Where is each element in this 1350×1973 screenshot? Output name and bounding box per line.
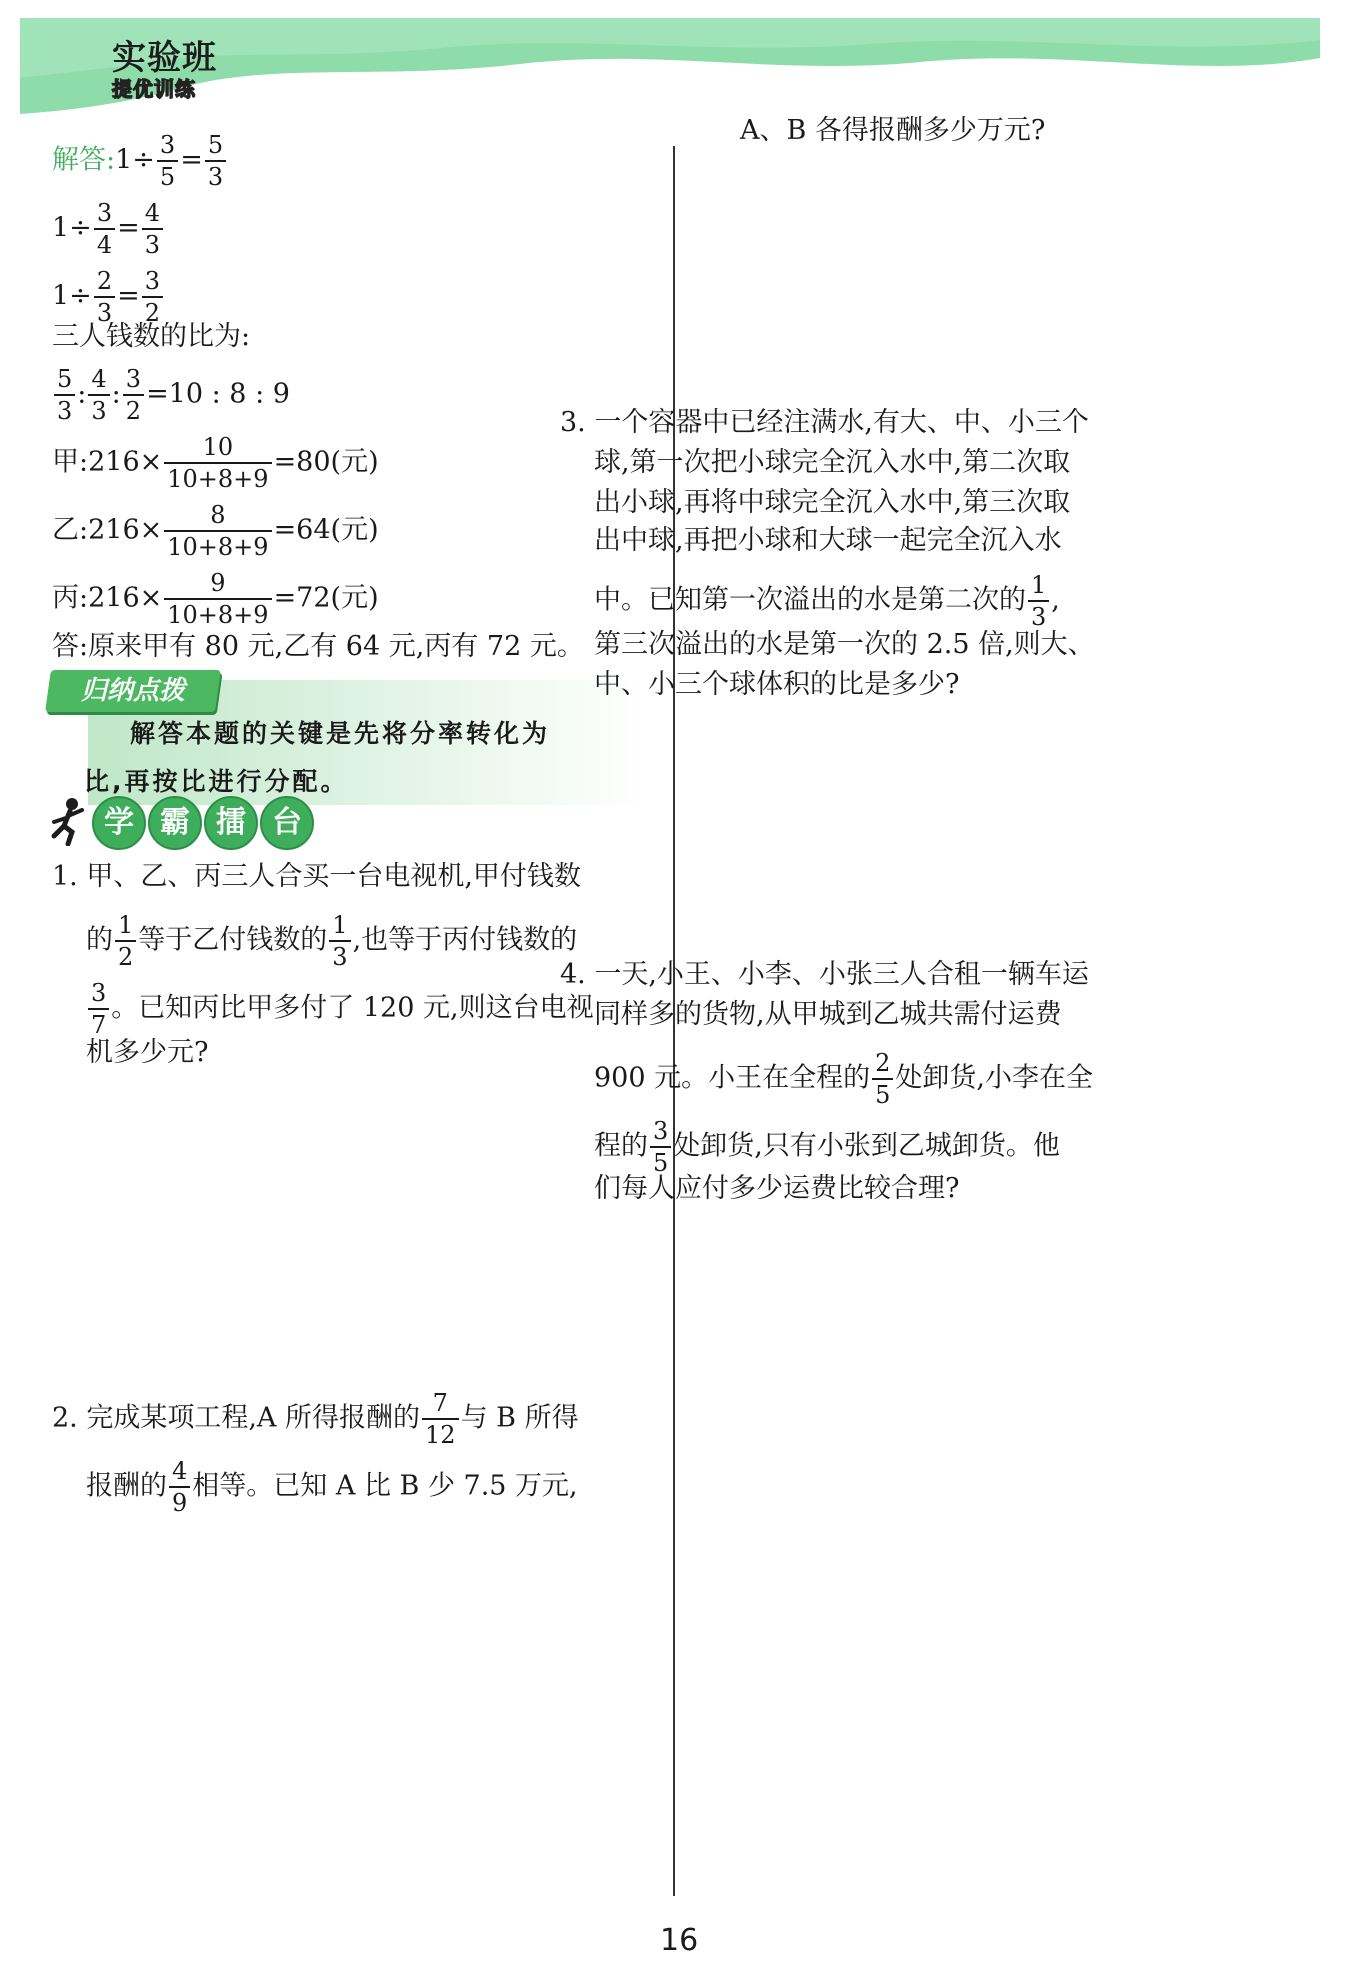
fraction: $\frac{10}{10+8+9}$ [164, 432, 271, 494]
fraction: $\frac{5}{3}$ [205, 130, 226, 192]
share-prefix: 甲:216× [52, 446, 163, 478]
eq-text: = [117, 212, 140, 244]
fraction: $\frac{3}{7}$ [88, 978, 109, 1040]
fraction: $\frac{2}{5}$ [872, 1048, 893, 1110]
xueba-char-4: 台 [260, 796, 314, 850]
fraction: $\frac{7}{12}$ [422, 1388, 459, 1450]
page [20, 18, 1320, 1958]
fraction: $\frac{8}{10+8+9}$ [164, 500, 271, 562]
runner-icon [50, 796, 86, 850]
page-number: 16 [660, 1923, 699, 1958]
solution-label: 解答: [52, 144, 116, 176]
fraction: $\frac{3}{5}$ [650, 1116, 671, 1178]
q3-line-4: 出中球,再把小球和大球一起完全沉入水 [594, 525, 1062, 556]
solution-eq1 [52, 130, 228, 192]
q3-line-2: 球,第一次把小球完全沉入水中,第二次取 [594, 447, 1071, 478]
ratio-sep: : [77, 378, 87, 410]
ratio-result: =10 : 8 : 9 [146, 378, 290, 410]
ratio-equation [52, 364, 290, 426]
brand-logo [112, 38, 217, 100]
q2-continuation: A、B 各得报酬多少万元? [740, 115, 1046, 146]
share-result: =72(元) [273, 582, 379, 614]
eq-text: = [117, 280, 140, 312]
eq-text: = [180, 144, 203, 176]
fraction: $\frac{1}{2}$ [115, 910, 136, 972]
solution-answer: 答:原来甲有 80 元,乙有 64 元,丙有 72 元。 [52, 631, 584, 662]
share-result: =64(元) [273, 514, 379, 546]
fraction: $\frac{5}{3}$ [54, 364, 75, 426]
summary-tag [45, 670, 221, 712]
share-yi [52, 500, 379, 562]
eq-text: 1÷ [115, 144, 155, 176]
q3-line-5: 中。已知第一次溢出的水是第二次的 $\frac{1}{3}$ , [594, 571, 1060, 631]
ratio-sep: : [111, 378, 121, 410]
q2-line-2: 报酬的 $\frac{4}{9}$ 相等。已知 A 比 B 少 7.5 万元, [86, 1457, 578, 1517]
fraction: $\frac{4}{3}$ [88, 364, 109, 426]
header-band [20, 18, 1320, 114]
fraction: $\frac{1}{3}$ [1028, 570, 1049, 632]
q2-line-1: 2. 完成某项工程,A 所得报酬的 $\frac{7}{12}$ 与 B 所得 [52, 1389, 579, 1449]
fraction: $\frac{3}{5}$ [157, 130, 178, 192]
brand-main-title: 实验班 [112, 38, 217, 78]
fraction: $\frac{2}{3}$ [94, 266, 115, 328]
ratio-intro: 三人钱数的比为: [52, 321, 251, 352]
q4-line-5: 们每人应付多少运费比较合理? [594, 1173, 960, 1204]
section-title-xueba [50, 796, 316, 856]
q1-line-3: $\frac{3}{7}$ 。已知丙比甲多付了 120 元,则这台电视 [86, 978, 594, 1040]
fraction: $\frac{4}{9}$ [169, 1456, 190, 1518]
q4-line-4: 程的 $\frac{3}{5}$ 处卸货,只有小张到乙城卸货。他 [594, 1117, 1060, 1177]
fraction: $\frac{3}{4}$ [94, 198, 115, 260]
share-result: =80(元) [273, 446, 379, 478]
fraction: $\frac{4}{3}$ [142, 198, 163, 260]
q1-line-2: 的 $\frac{1}{2}$ 等于乙付钱数的 $\frac{1}{3}$ ,也等于丙付钱数的 [86, 911, 578, 971]
share-prefix: 丙:216× [52, 582, 163, 614]
share-prefix: 乙:216× [52, 514, 163, 546]
summary-box [48, 670, 648, 810]
xueba-char-2: 霸 [148, 796, 202, 850]
fraction: $\frac{3}{2}$ [142, 266, 163, 328]
xueba-char-3: 擂 [204, 796, 258, 850]
fraction: $\frac{1}{3}$ [329, 910, 350, 972]
q3-line-3: 出小球,再将中球完全沉入水中,第三次取 [594, 487, 1071, 518]
q3-line-7: 中、小三个球体积的比是多少? [594, 669, 960, 700]
q3-line-1: 3. 一个容器中已经注满水,有大、中、小三个 [560, 407, 1089, 438]
share-bing [52, 568, 379, 630]
summary-line-1: 解答本题的关键是先将分率转化为 [130, 719, 551, 748]
q1-line-4: 机多少元? [86, 1037, 209, 1068]
eq-text: 1÷ [52, 212, 92, 244]
q1-line-1: 1. 甲、乙、丙三人合买一台电视机,甲付钱数 [52, 861, 581, 892]
brand-subtitle: 提优训练 [112, 77, 196, 101]
summary-tag-label: 归纳点拨 [80, 676, 185, 706]
summary-line-2: 比,再按比进行分配。 [84, 767, 349, 796]
fraction: $\frac{3}{2}$ [123, 364, 144, 426]
xueba-char-1: 学 [92, 796, 146, 850]
solution-eq3 [52, 266, 165, 328]
q3-line-6: 第三次溢出的水是第一次的 2.5 倍,则大、 [594, 629, 1095, 660]
q4-line-3: 900 元。小王在全程的 $\frac{2}{5}$ 处卸货,小李在全 [594, 1049, 1093, 1109]
q4-line-1: 4. 一天,小王、小李、小张三人合租一辆车运 [560, 959, 1089, 990]
eq-text: 1÷ [52, 280, 92, 312]
solution-eq2 [52, 198, 165, 260]
q4-line-2: 同样多的货物,从甲城到乙城共需付运费 [594, 999, 1062, 1030]
share-jia [52, 432, 379, 494]
fraction: $\frac{9}{10+8+9}$ [164, 568, 271, 630]
